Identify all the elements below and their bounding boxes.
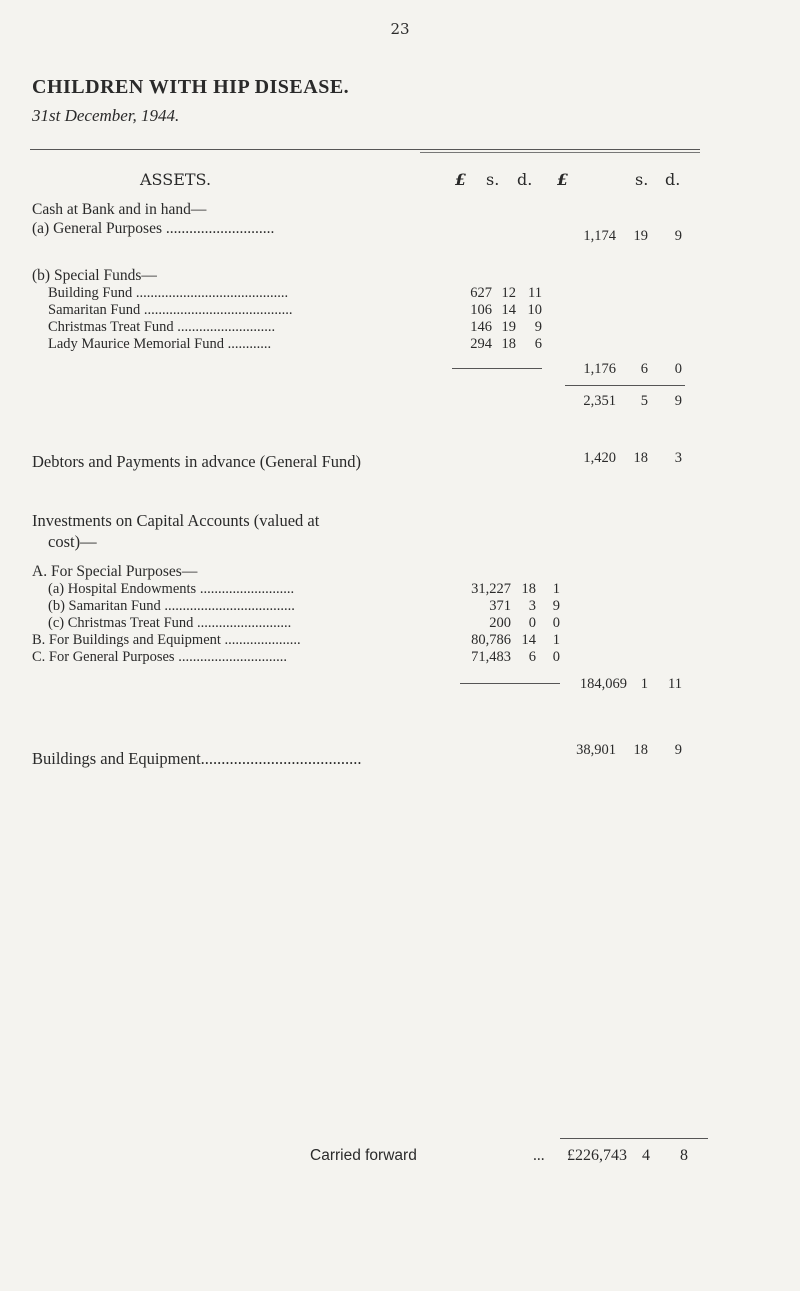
buildings-shillings: 18 [633, 742, 648, 758]
special-total-pounds: 1,176 [583, 361, 616, 377]
cash-total-pence: 9 [674, 393, 682, 409]
header-rule [30, 149, 700, 150]
col1-pounds-header: £ [455, 170, 467, 189]
special-funds-heading: (b) Special Funds— [32, 267, 157, 284]
investment-row-pounds: 200 [489, 615, 511, 631]
col1-pence-header: d. [517, 170, 533, 189]
special-fund-row-pence: 10 [527, 302, 542, 318]
special-fund-row-label: Christmas Treat Fund ........................... [48, 319, 276, 335]
investment-row-pence: 0 [552, 615, 560, 631]
investment-row-shillings: 18 [521, 581, 536, 597]
investment-row-pence: 1 [552, 581, 560, 597]
special-fund-row-pounds: 627 [470, 285, 492, 301]
cash-heading: Cash at Bank and in hand— [32, 201, 207, 218]
special-fund-row-shillings: 12 [501, 285, 516, 301]
investments-heading-line1: Investments on Capital Accounts (valued at [32, 511, 320, 530]
investment-row-pence: 1 [552, 632, 560, 648]
debtors-shillings: 18 [633, 450, 648, 466]
special-fund-row-shillings: 19 [501, 319, 516, 335]
investments-heading-line2: cost)— [48, 532, 97, 551]
carried-forward-dots: ... [533, 1147, 545, 1164]
investment-row-shillings: 0 [528, 615, 536, 631]
section-heading: ASSETS. [140, 170, 212, 189]
investment-row-pounds: 80,786 [471, 632, 511, 648]
date-rest: December, 1944. [60, 106, 180, 125]
buildings-label: Buildings and Equipment....................................... [32, 749, 362, 768]
cash-total-rule-top [565, 385, 685, 386]
investment-row-shillings: 3 [528, 598, 536, 614]
special-fund-row-label: Lady Maurice Memorial Fund ............ [48, 336, 272, 352]
page-number: 23 [390, 20, 410, 38]
general-purposes-label: (a) General Purposes ............................ [32, 220, 275, 237]
investments-total-pounds: 184,069 [579, 676, 627, 692]
investment-row-pounds: 371 [489, 598, 511, 614]
investment-row-label: B. For Buildings and Equipment ..................... [32, 632, 301, 648]
investment-row-pounds: 71,483 [471, 649, 511, 665]
date-day: 31st [32, 106, 61, 125]
special-fund-row-pence: 6 [534, 336, 542, 352]
special-fund-row-pounds: 294 [470, 336, 492, 352]
debtors-label: Debtors and Payments in advance (General Fund) [32, 452, 361, 471]
investment-row-label: (c) Christmas Treat Fund .......................... [48, 615, 292, 631]
debtors-pounds: 1,420 [583, 450, 616, 466]
buildings-pounds: 38,901 [576, 742, 616, 758]
investments-total-shillings: 1 [640, 676, 648, 692]
special-fund-row-pounds: 146 [470, 319, 492, 335]
header-rule-secondary [420, 152, 700, 153]
special-subtotal-rule [452, 368, 542, 369]
col2-pence-header: d. [665, 170, 681, 189]
cash-total-shillings: 5 [640, 393, 648, 409]
investment-row-label: C. For General Purposes .............................. [32, 649, 287, 665]
investments-a-heading: A. For Special Purposes— [32, 563, 198, 580]
carried-forward-rule [560, 1138, 708, 1139]
special-fund-row-pence: 11 [528, 285, 542, 301]
special-fund-row-shillings: 18 [501, 336, 516, 352]
debtors-pence: 3 [674, 450, 682, 466]
special-total-shillings: 6 [640, 361, 648, 377]
balance-date [32, 106, 179, 126]
investment-row-pence: 9 [552, 598, 560, 614]
general-purposes-pence: 9 [674, 228, 682, 244]
special-fund-row-label: Building Fund .......................................... [48, 285, 289, 301]
special-total-pence: 0 [674, 361, 682, 377]
general-purposes-pounds: 1,174 [583, 228, 616, 244]
investment-row-shillings: 14 [521, 632, 536, 648]
special-fund-row-pence: 9 [534, 319, 542, 335]
investment-row-label: (b) Samaritan Fund .................................... [48, 598, 295, 614]
investment-row-pence: 0 [552, 649, 560, 665]
investment-row-pounds: 31,227 [471, 581, 511, 597]
carried-forward-pounds: £226,743 [567, 1147, 627, 1164]
page-title: CHILDREN WITH HIP DISEASE. [32, 76, 350, 98]
special-fund-row-shillings: 14 [501, 302, 516, 318]
general-purposes-shillings: 19 [633, 228, 648, 244]
col2-pounds-header: £ [557, 170, 569, 189]
carried-forward-shillings: 4 [642, 1147, 650, 1164]
special-fund-row-pounds: 106 [470, 302, 492, 318]
investments-total-pence: 11 [668, 676, 682, 692]
investment-row-shillings: 6 [528, 649, 536, 665]
investments-subtotal-rule [460, 683, 560, 684]
carried-forward-label: Carried forward [310, 1147, 417, 1164]
investment-row-label: (a) Hospital Endowments .......................... [48, 581, 295, 597]
buildings-pence: 9 [674, 742, 682, 758]
col2-shillings-header: s. [635, 170, 649, 189]
carried-forward-pence: 8 [680, 1147, 688, 1164]
cash-total-pounds: 2,351 [583, 393, 616, 409]
col1-shillings-header: s. [486, 170, 500, 189]
special-fund-row-label: Samaritan Fund ......................................... [48, 302, 293, 318]
